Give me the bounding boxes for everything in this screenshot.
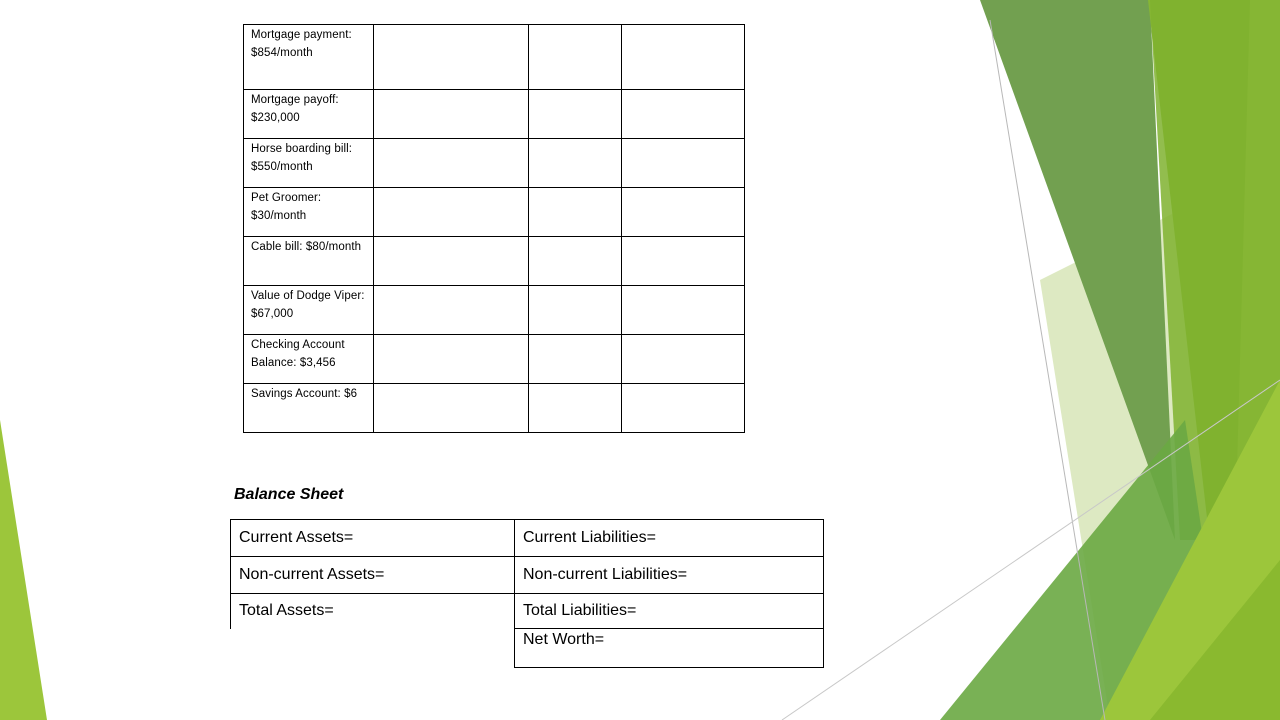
table-row	[244, 335, 745, 384]
current-assets-cell: Current Assets=	[231, 520, 515, 557]
current-liabilities-cell: Current Liabilities=	[515, 520, 824, 557]
item-label: Value of Dodge Viper: $67,000	[244, 286, 374, 335]
table-row	[244, 188, 745, 237]
blank-cell	[529, 139, 622, 188]
item-label: Mortgage payoff: $230,000	[244, 90, 374, 139]
table-row	[244, 384, 745, 433]
table-row	[231, 594, 824, 629]
blank-cell	[622, 384, 745, 433]
blank-cell	[622, 335, 745, 384]
table-row	[231, 520, 824, 557]
blank-cell	[622, 286, 745, 335]
table-row	[244, 90, 745, 139]
noncurrent-liabilities-cell: Non-current Liabilities=	[515, 557, 824, 594]
blank-cell	[374, 237, 529, 286]
table-row	[244, 237, 745, 286]
blank-cell	[529, 188, 622, 237]
balance-sheet-title: Balance Sheet	[234, 486, 344, 503]
blank-cell	[374, 139, 529, 188]
item-label: Pet Groomer: $30/month	[244, 188, 374, 237]
net-worth-cell: Net Worth=	[515, 629, 824, 668]
table-row	[231, 557, 824, 594]
balance-sheet-table	[230, 519, 824, 668]
table-row	[244, 139, 745, 188]
blank-cell	[529, 25, 622, 90]
blank-cell	[374, 25, 529, 90]
item-label: Savings Account: $6	[244, 384, 374, 433]
blank-cell	[622, 188, 745, 237]
item-label: Checking Account Balance: $3,456	[244, 335, 374, 384]
blank-cell	[529, 384, 622, 433]
item-label: Horse boarding bill: $550/month	[244, 139, 374, 188]
blank-cell	[529, 335, 622, 384]
blank-cell	[622, 237, 745, 286]
blank-cell	[374, 286, 529, 335]
empty-cell	[231, 629, 515, 668]
left-accent-shape	[0, 420, 47, 720]
total-assets-cell: Total Assets=	[231, 594, 515, 629]
table-row	[244, 25, 745, 90]
blank-cell	[374, 384, 529, 433]
blank-cell	[622, 139, 745, 188]
total-liabilities-cell: Total Liabilities=	[515, 594, 824, 629]
blank-cell	[529, 286, 622, 335]
items-table	[243, 24, 745, 433]
blank-cell	[374, 90, 529, 139]
blank-cell	[622, 90, 745, 139]
table-row	[231, 629, 824, 668]
blank-cell	[529, 237, 622, 286]
blank-cell	[374, 335, 529, 384]
item-label: Mortgage payment: $854/month	[244, 25, 374, 90]
blank-cell	[529, 90, 622, 139]
blank-cell	[622, 25, 745, 90]
noncurrent-assets-cell: Non-current Assets=	[231, 557, 515, 594]
item-label: Cable bill: $80/month	[244, 237, 374, 286]
table-row	[244, 286, 745, 335]
blank-cell	[374, 188, 529, 237]
